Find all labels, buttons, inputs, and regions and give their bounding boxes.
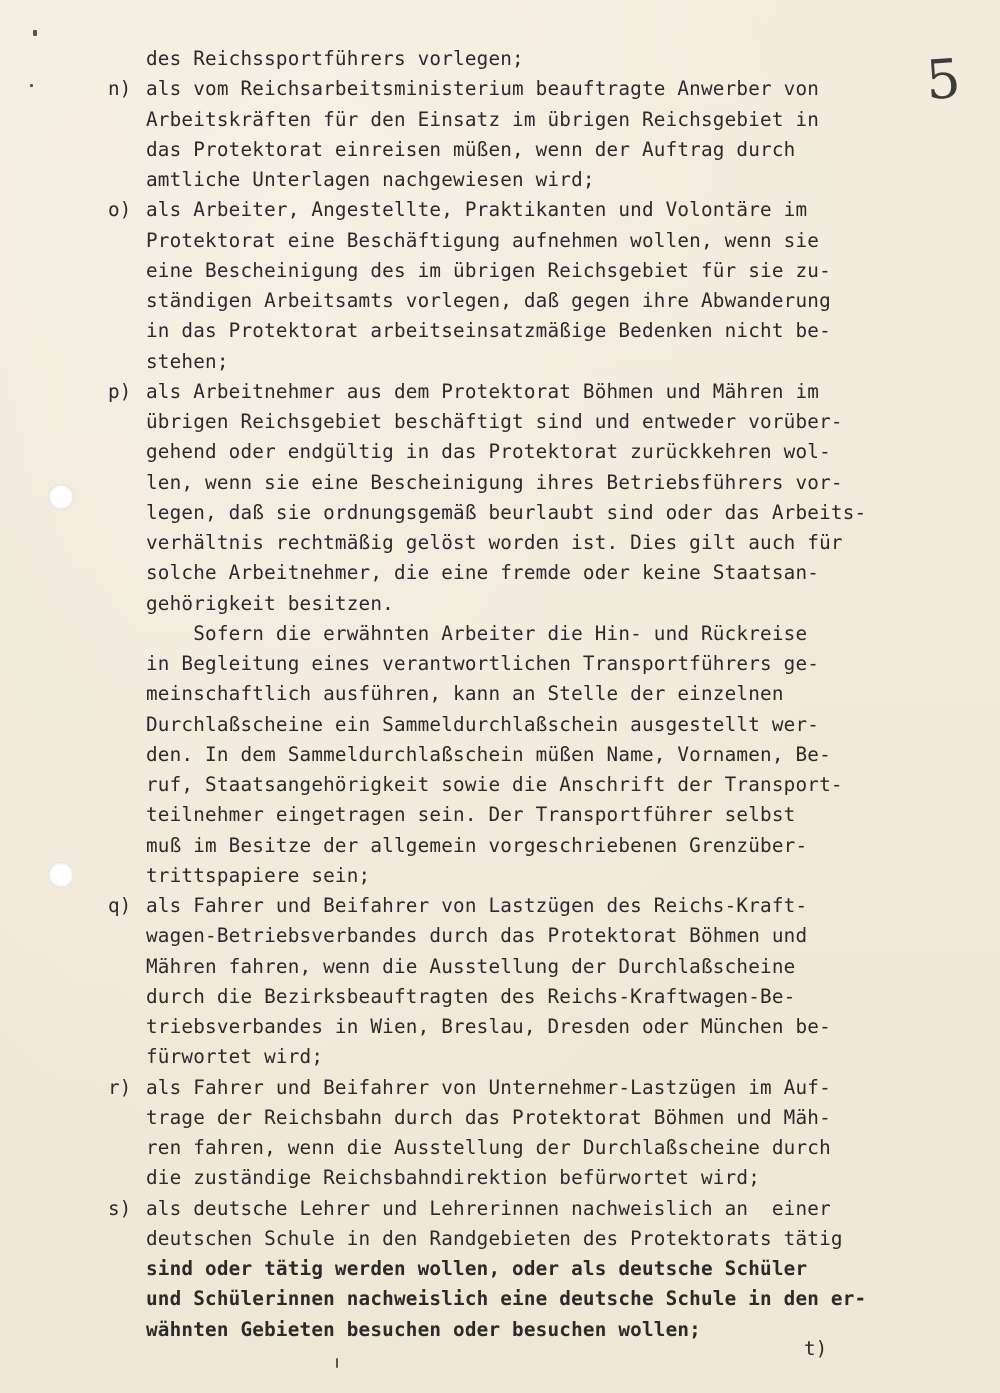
- text-line: die zuständige Reichsbahndirektion befürwortet wird;: [146, 1166, 761, 1190]
- ink-speck: [336, 1358, 338, 1368]
- item-marker: o): [108, 198, 132, 222]
- text-line: teilnehmer eingetragen sein. Der Transportführer selbst: [146, 803, 796, 827]
- continuation-marker: t): [804, 1337, 828, 1360]
- text-line: in Begleitung eines verantwortlichen Transportführers ge-: [146, 652, 820, 675]
- text-line: den. In dem Sammeldurchlaßschein müßen Name, Vornamen, Be-: [146, 742, 831, 766]
- text-line: triebsverbandes in Wien, Breslau, Dresden oder München be-: [146, 1015, 831, 1038]
- text-line: trage der Reichsbahn durch das Protektorat Böhmen und Mäh-: [146, 1105, 831, 1129]
- text-line: das Protektorat einreisen müßen, wenn der Auftrag durch: [146, 137, 796, 161]
- text-line: ständigen Arbeitsamts vorlegen, daß gegen ihre Abwanderung: [146, 289, 831, 312]
- text-line: Sofern die erwähnten Arbeiter die Hin- und Rückreise: [146, 621, 808, 645]
- text-line: Arbeitskräften für den Einsatz im übrigen Reichsgebiet in: [146, 107, 820, 131]
- punch-hole-upper: [48, 484, 74, 510]
- text-line: als Fahrer und Beifahrer von Unternehmer-Lastzügen im Auf-: [146, 1075, 831, 1099]
- text-line: eine Bescheinigung des im übrigen Reichsgebiet für sie zu-: [146, 258, 831, 282]
- text-line: Protektorat eine Beschäftigung aufnehmen wollen, wenn sie: [146, 228, 820, 252]
- text-line: gehend oder endgültig in das Protektorat zurückkehren wol-: [146, 440, 831, 464]
- text-line: ren fahren, wenn die Ausstellung der Durchlaßscheine durch: [146, 1136, 831, 1159]
- text-line: in das Protektorat arbeitseinsatzmäßige Bedenken nicht be-: [146, 319, 831, 343]
- text-line: wähnten Gebieten besuchen oder besuchen wollen;: [146, 1317, 701, 1341]
- text-line: durch die Bezirksbeauftragten des Reichs-Kraftwagen-Be-: [146, 984, 796, 1008]
- text-line: verhältnis rechtmäßig gelöst worden ist. Dies gilt auch für: [146, 531, 843, 554]
- text-line: solche Arbeitnehmer, die eine fremde oder keine Staatsan-: [146, 561, 820, 585]
- text-line: trittspapiere sein;: [146, 863, 371, 887]
- text-line: des Reichssportführers vorlegen;: [146, 47, 524, 70]
- text-line: wagen-Betriebsverbandes durch das Protektorat Böhmen und: [146, 924, 808, 948]
- text-line: sind oder tätig werden wollen, oder als deutsche Schüler: [146, 1257, 808, 1280]
- text-line: übrigen Reichsgebiet beschäftigt sind und entweder vorüber-: [146, 410, 843, 433]
- text-line: als deutsche Lehrer und Lehrerinnen nachweislich an einer: [146, 1196, 831, 1220]
- text-line: als vom Reichsarbeitsministerium beauftragte Anwerber von: [146, 77, 820, 101]
- ink-speck: [30, 84, 33, 87]
- text-line: ruf, Staatsangehörigkeit sowie die Anschrift der Transport-: [146, 773, 843, 796]
- text-line: meinschaftlich ausführen, kann an Stelle der einzelnen: [146, 682, 784, 706]
- text-line: Mähren fahren, wenn die Ausstellung der Durchlaßscheine: [146, 954, 796, 978]
- item-marker: r): [108, 1075, 132, 1099]
- text-line: gehörigkeit besitzen.: [146, 591, 394, 615]
- text-line: stehen;: [146, 349, 229, 373]
- text-line: amtliche Unterlagen nachgewiesen wird;: [146, 168, 595, 191]
- text-line: als Arbeitnehmer aus dem Protektorat Böhmen und Mähren im: [146, 379, 820, 403]
- page-number: 5: [923, 46, 963, 113]
- text-line: als Arbeiter, Angestellte, Praktikanten und Volontäre im: [146, 198, 808, 222]
- ink-speck: [33, 30, 37, 36]
- text-line: fürwortet wird;: [146, 1045, 324, 1069]
- text-line: muß im Besitze der allgemein vorgeschriebenen Grenzüber-: [146, 833, 808, 857]
- item-marker: s): [108, 1196, 132, 1220]
- text-line: len, wenn sie eine Bescheinigung ihres Betriebsführers vor-: [146, 470, 843, 494]
- text-line: als Fahrer und Beifahrer von Lastzügen des Reichs-Kraft-: [146, 894, 808, 917]
- text-line: legen, daß sie ordnungsgemäß beurlaubt sind oder das Arbeits-: [146, 500, 867, 524]
- punch-hole-lower: [48, 862, 74, 888]
- text-line: und Schülerinnen nachweislich eine deutsche Schule in den er-: [146, 1287, 867, 1311]
- text-line: deutschen Schule in den Randgebieten des Protektorats tätig: [146, 1226, 843, 1250]
- item-marker: n): [108, 77, 132, 101]
- item-marker: p): [108, 379, 132, 403]
- text-line: Durchlaßscheine ein Sammeldurchlaßschein ausgestellt wer-: [146, 712, 820, 736]
- item-marker: q): [108, 894, 132, 917]
